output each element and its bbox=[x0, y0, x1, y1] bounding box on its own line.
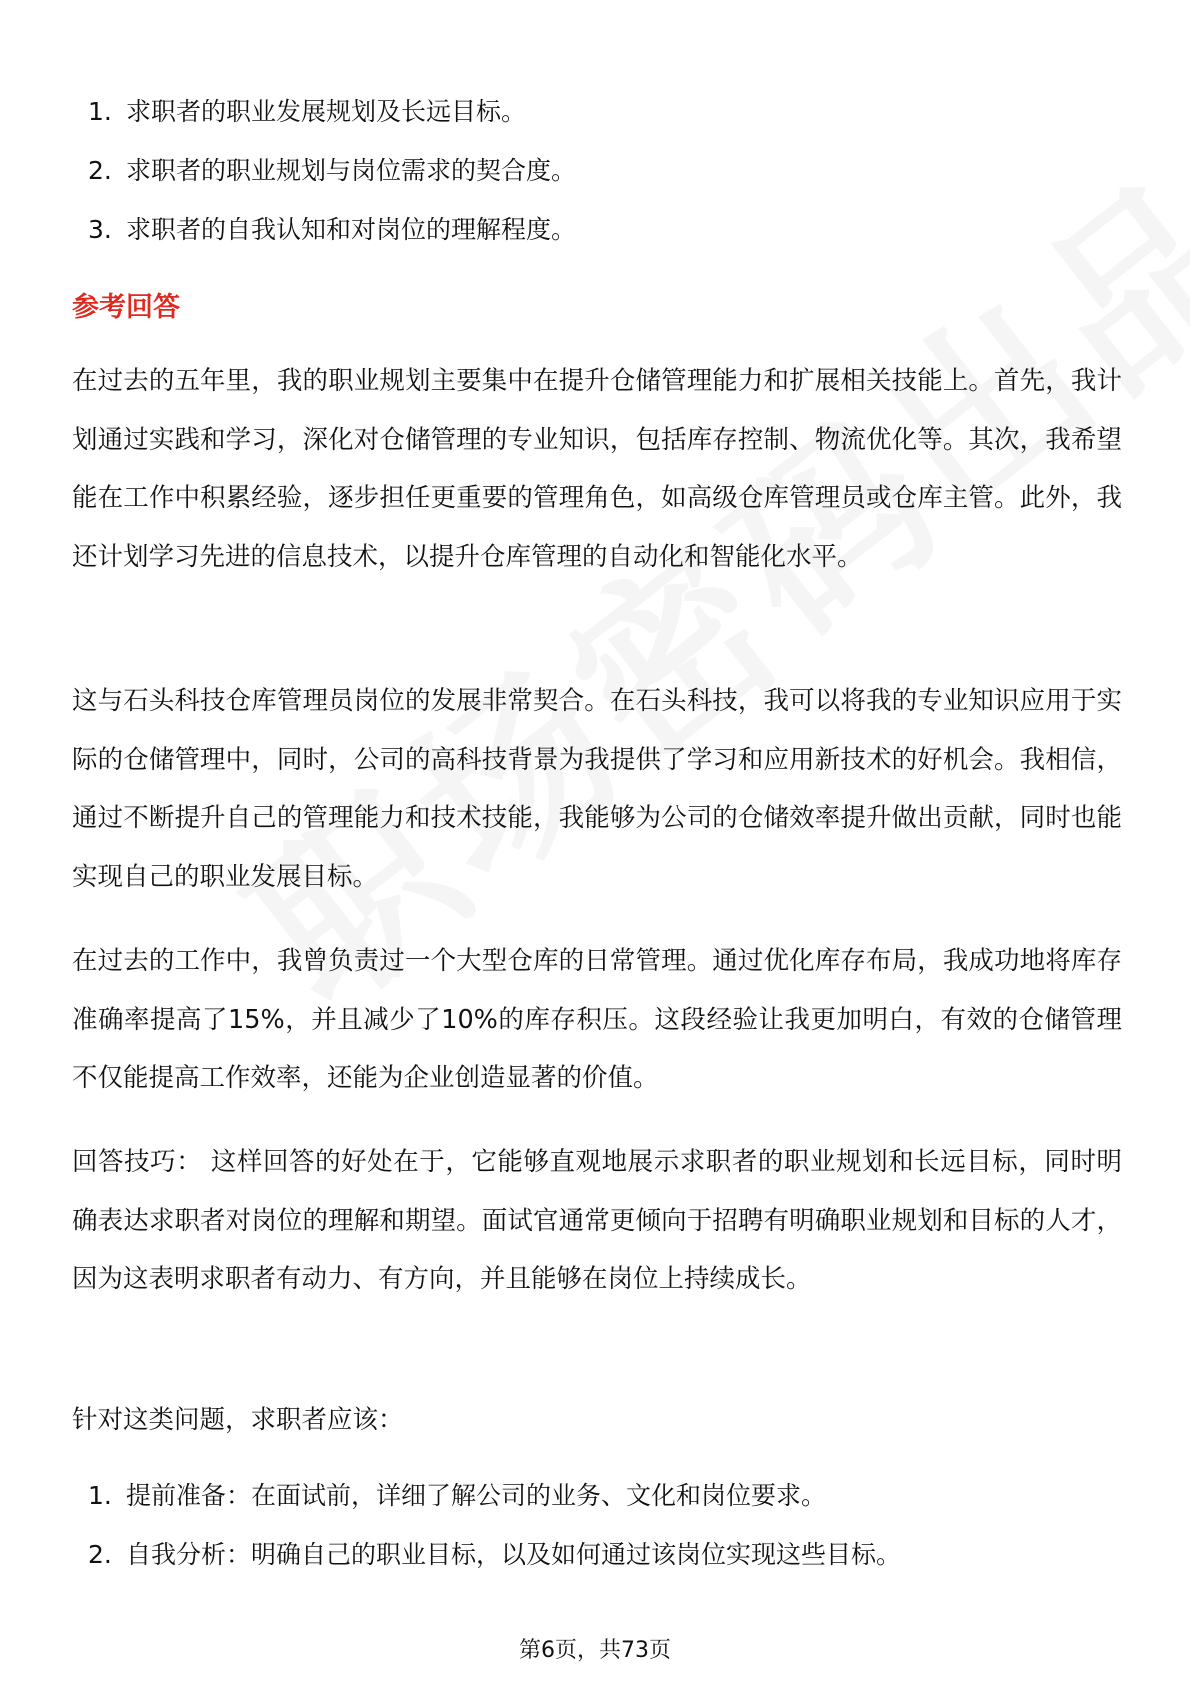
list-text: 提前准备：在面试前，详细了解公司的业务、文化和岗位要求。 bbox=[126, 1481, 827, 1510]
list-text: 求职者的职业规划与岗位需求的契合度。 bbox=[126, 156, 577, 185]
list-number: 3. bbox=[88, 215, 112, 244]
page-footer: 第6页，共73页 bbox=[519, 1638, 671, 1663]
list-number: 2. bbox=[88, 156, 112, 185]
list-text: 求职者的职业发展规划及长远目标。 bbox=[126, 97, 527, 126]
list-item bbox=[88, 214, 576, 246]
paragraph-company-fit: 这与石头科技仓库管理员岗位的发展非常契合。在石头科技，我可以将我的专业知识应用于实际的仓储管理中，同时，公司的高科技背景为我提供了学习和应用新技术的好机会。我相信，通过不断提升自己的管理能力和技术技能，我能够为公司的仓储效率提升做出贡献，同时也能实现自己的职业发展目标。 bbox=[72, 686, 1122, 892]
list-number: 2. bbox=[88, 1540, 112, 1569]
paragraph-career-plan: 在过去的五年里，我的职业规划主要集中在提升仓储管理能力和扩展相关技能上。首先，我计划通过实践和学习，深化对仓储管理的专业知识，包括库存控制、物流优化等。其次，我希望能在工作中积累经验，逐步担任更重要的管理角色，如高级仓库管理员或仓库主管。此外，我还计划学习先进的信息技术，以提升仓库管理的自动化和智能化水平。 bbox=[72, 366, 1122, 572]
paragraph-advice-intro: 针对这类问题，求职者应该： bbox=[72, 1405, 404, 1435]
paragraph-experience: 在过去的工作中，我曾负责过一个大型仓库的日常管理。通过优化库存布局，我成功地将库存准确率提高了15%，并且减少了10%的库存积压。这段经验让我更加明白，有效的仓储管理不仅能提高工作效率，还能为企业创造显著的价值。 bbox=[72, 946, 1122, 1093]
paragraph-answer-tips: 回答技巧： 这样回答的好处在于，它能够直观地展示求职者的职业规划和长远目标，同时明确表达求职者对岗位的理解和期望。面试官通常更倾向于招聘有明确职业规划和目标的人才，因为这表明求职者有动力、有方向，并且能够在岗位上持续成长。 bbox=[72, 1147, 1122, 1294]
list-number: 1. bbox=[88, 97, 112, 126]
list-number: 1. bbox=[88, 1481, 112, 1510]
list-text: 自我分析：明确自己的职业目标，以及如何通过该岗位实现这些目标。 bbox=[126, 1540, 902, 1569]
list-item bbox=[88, 1539, 901, 1571]
answer-heading: 参考回答 bbox=[72, 292, 180, 323]
list-item bbox=[88, 1480, 826, 1512]
list-item bbox=[88, 155, 576, 187]
list-item bbox=[88, 96, 526, 128]
list-text: 求职者的自我认知和对岗位的理解程度。 bbox=[126, 215, 577, 244]
